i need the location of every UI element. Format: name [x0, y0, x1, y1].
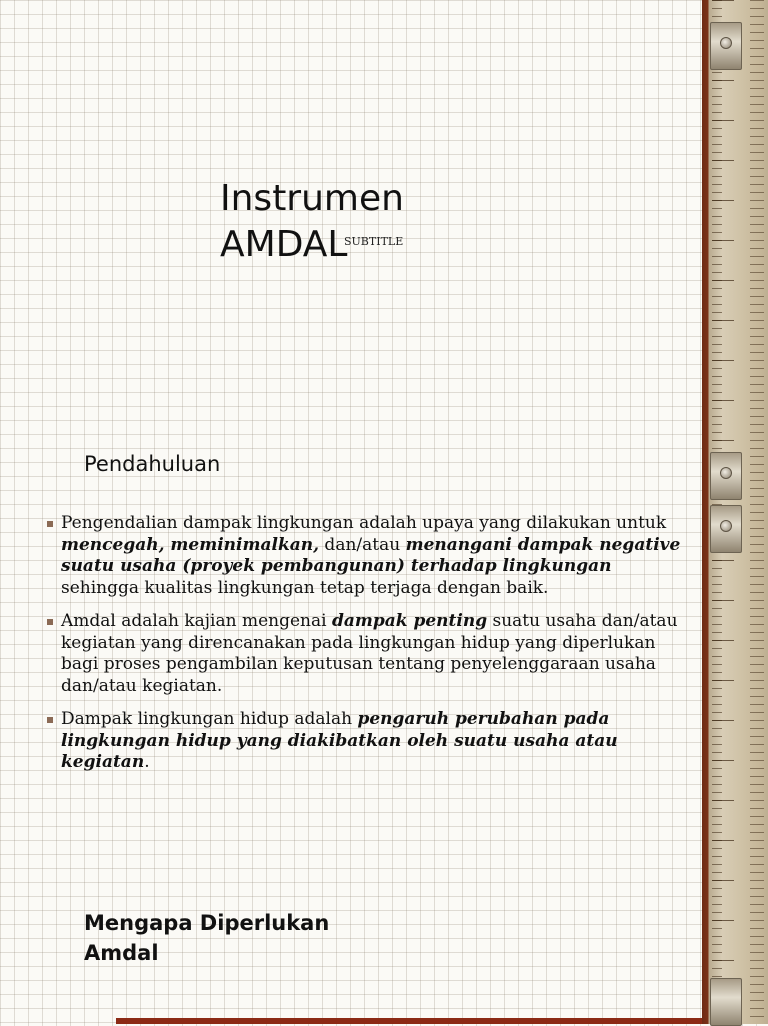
bullet-text: Amdal adalah kajian mengenai [61, 611, 332, 631]
subtitle-placeholder: SUBTITLE [344, 235, 404, 248]
accent-bar [116, 1018, 702, 1024]
title-line-1: Instrumen [220, 178, 404, 219]
bullet-emphasis: dampak penting [331, 611, 488, 631]
bullet-item [44, 513, 684, 599]
section-heading-mengapa [84, 908, 329, 968]
bullet-text: sehingga kualitas lingkungan tetap terjaga dengan baik. [61, 577, 549, 598]
bullet-item [44, 611, 684, 697]
bullet-text: suatu usaha dan/atau kegiatan yang direncanakan pada lingkungan hidup yang diperlukan bagi proses pengambilan keputusan tentang penyelenggaraan usaha dan/atau kegiatan. [61, 611, 678, 696]
heading-line-1: Mengapa Diperlukan [84, 911, 330, 935]
slide-title-heading [220, 176, 404, 268]
bullet-list [44, 513, 684, 786]
bullet-emphasis: menangani dampak negative suatu usaha (proyek pembangunan) terhadap lingkungan [61, 534, 681, 576]
bullet-text: Pengendalian dampak lingkungan adalah upaya yang dilakukan untuk [61, 513, 667, 533]
bullet-text: Dampak lingkungan hidup adalah [61, 709, 358, 729]
slide-title [0, 0, 768, 430]
heading-line-2: Amdal [84, 941, 159, 965]
bullet-emphasis: pengaruh perubahan pada lingkungan hidup yang diakibatkan oleh suatu usaha atau kegiatan [61, 709, 618, 772]
bullet-item [44, 709, 684, 774]
bullet-text: dan/atau [319, 534, 406, 555]
section-heading-pendahuluan: Pendahuluan [84, 452, 221, 476]
bullet-emphasis: mencegah, meminimalkan, [61, 534, 320, 555]
title-line-2: AMDAL [220, 224, 348, 265]
bullet-text: . [144, 752, 150, 772]
